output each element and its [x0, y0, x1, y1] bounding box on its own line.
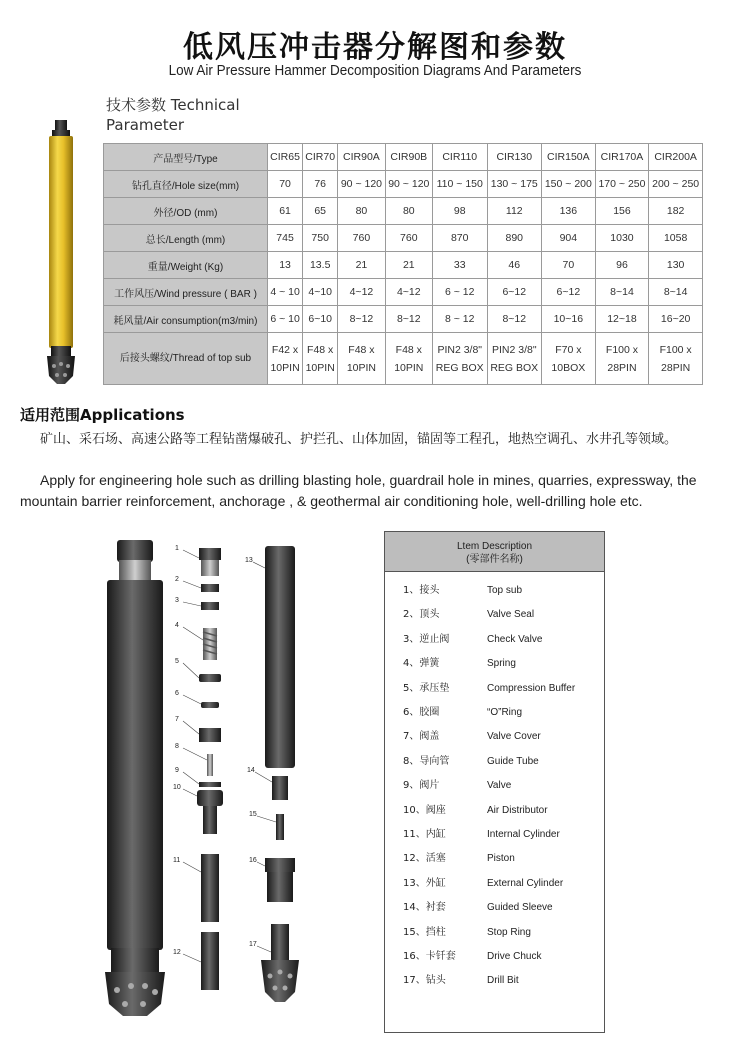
- part-item-en: Stop Ring: [487, 926, 531, 938]
- param-cell: 760: [385, 225, 432, 252]
- part-4-spring: [203, 628, 217, 660]
- param-cell: F48 x 10PIN: [385, 333, 432, 385]
- part-15-stop-ring: [276, 814, 284, 840]
- part-item: [385, 971, 604, 991]
- diagram-callout-3: 3: [175, 597, 179, 604]
- param-cell: 6~12: [542, 279, 596, 306]
- diagram-callout-14: 14: [247, 767, 255, 774]
- part-3-check-valve: [201, 602, 219, 610]
- param-cell: 182: [649, 198, 703, 225]
- part-item: [385, 581, 604, 601]
- page-title-en: Low Air Pressure Hammer Decomposition Diagrams And Parameters: [168, 62, 582, 79]
- param-row-label: 重量/Weight (Kg): [104, 252, 268, 279]
- diagram-callout-1: 1: [175, 545, 179, 552]
- param-cell: CIR90A: [338, 144, 385, 171]
- param-cell: F100 x 28PIN: [595, 333, 649, 385]
- param-cell: 61: [268, 198, 303, 225]
- param-cell: 80: [385, 198, 432, 225]
- part-item: [385, 752, 604, 772]
- param-cell: 90 ~ 120: [338, 171, 385, 198]
- part-item-en: Check Valve: [487, 633, 543, 645]
- param-row-label: 外径/OD (mm): [104, 198, 268, 225]
- part-10-air-distributor: [197, 790, 223, 834]
- param-cell: 8~12: [385, 306, 432, 333]
- param-cell: 760: [338, 225, 385, 252]
- technical-heading-line2: Parameter: [106, 116, 185, 134]
- hammer-product-image: [30, 118, 90, 388]
- part-item: [385, 654, 604, 674]
- part-14-guided-sleeve: [272, 776, 288, 800]
- part-item-en: Valve Seal: [487, 609, 535, 621]
- part-item: [385, 605, 604, 625]
- part-item-cn: 6、胶圈: [403, 707, 440, 718]
- assembled-hammer: [105, 540, 165, 1016]
- part-item: [385, 679, 604, 699]
- part-item-en: Valve: [487, 780, 512, 792]
- parts-panel-title-cn: (零部件名称): [466, 554, 523, 565]
- part-item: [385, 630, 604, 650]
- param-cell: 21: [385, 252, 432, 279]
- param-cell: 1058: [649, 225, 703, 252]
- param-cell: 4~12: [338, 279, 385, 306]
- decomposition-diagram: [95, 532, 355, 1022]
- part-item-en: Guided Sleeve: [487, 902, 553, 914]
- param-cell: 8 ~ 12: [432, 306, 487, 333]
- param-cell: PIN2 3/8" REG BOX: [432, 333, 487, 385]
- param-row: [104, 144, 703, 171]
- param-cell: 8~14: [649, 279, 703, 306]
- diagram-callout-16: 16: [249, 857, 257, 864]
- param-cell: 4~10: [303, 279, 338, 306]
- part-item-cn: 7、阀盖: [403, 731, 440, 743]
- part-item-en: External Cylinder: [487, 877, 564, 889]
- part-17-drill-bit: [261, 924, 299, 1002]
- param-cell: 70: [268, 171, 303, 198]
- param-row-label: 工作风压/Wind pressure ( BAR ): [104, 279, 268, 306]
- param-cell: 16~20: [649, 306, 703, 333]
- param-cell: 12~18: [595, 306, 649, 333]
- part-item: [385, 898, 604, 918]
- part-8-guide-tube: [207, 754, 213, 776]
- param-cell: F48 x 10PIN: [338, 333, 385, 385]
- part-item-cn: 3、逆止阀: [403, 633, 450, 645]
- param-cell: 150 ~ 200: [542, 171, 596, 198]
- part-item-en: Top sub: [487, 585, 523, 596]
- part-12-piston: [201, 932, 219, 990]
- param-cell: CIR65: [268, 144, 303, 171]
- part-item-en: Drill Bit: [487, 975, 519, 987]
- param-cell: 6 ~ 10: [268, 306, 303, 333]
- param-cell: 1030: [595, 225, 649, 252]
- param-cell: F48 x 10PIN: [303, 333, 338, 385]
- part-1-top-sub: [199, 548, 221, 576]
- param-cell: CIR110: [432, 144, 487, 171]
- param-cell: 156: [595, 198, 649, 225]
- param-cell: 65: [303, 198, 338, 225]
- param-cell: 76: [303, 171, 338, 198]
- technical-heading-line1: 技术参数 Technical: [106, 96, 240, 114]
- param-cell: 6~10: [303, 306, 338, 333]
- part-item-en: Air Distributor: [487, 804, 548, 816]
- diagram-callout-9: 9: [175, 767, 179, 774]
- part-item-en: Compression Buffer: [487, 682, 576, 694]
- param-cell: 745: [268, 225, 303, 252]
- part-item-cn: 17、钻头: [403, 975, 446, 987]
- param-cell: 80: [338, 198, 385, 225]
- part-item: [385, 727, 604, 747]
- applications-text-en: Apply for engineering hole such as drilling blasting hole, guardrail hole in mines, quarries, expressway, the mountain barrier reinforcement, anchorage , & geothermal air conditioning hole, well-drilling hole etc.: [20, 472, 697, 509]
- part-item-cn: 5、承压垫: [403, 682, 450, 694]
- part-16-drive-chuck: [265, 858, 295, 902]
- param-cell: 10~16: [542, 306, 596, 333]
- param-row-label: 耗风量/Air consumption(m3/min): [104, 306, 268, 333]
- parts-panel-title-en: Ltem Description: [456, 541, 533, 552]
- part-item: [385, 801, 604, 821]
- param-row: [104, 279, 703, 306]
- param-row: [104, 252, 703, 279]
- param-row-label: 钻孔直径/Hole size(mm): [104, 171, 268, 198]
- param-row-label: 总长/Length (mm): [104, 225, 268, 252]
- param-cell: 112: [487, 198, 542, 225]
- part-item-cn: 12、活塞: [403, 853, 446, 865]
- part-item-cn: 9、阀片: [403, 780, 440, 792]
- part-item-cn: 1、接头: [403, 585, 440, 596]
- param-cell: F70 x 10BOX: [542, 333, 596, 385]
- part-item: [385, 874, 604, 894]
- param-cell: CIR150A: [542, 144, 596, 171]
- diagram-callout-17: 17: [249, 941, 257, 948]
- parts-description-panel: [384, 531, 605, 1033]
- param-row: [104, 225, 703, 252]
- param-cell: 98: [432, 198, 487, 225]
- part-item: [385, 923, 604, 943]
- part-item-cn: 11、内缸: [403, 829, 446, 840]
- part-item-cn: 14、衬套: [403, 902, 446, 914]
- param-cell: 904: [542, 225, 596, 252]
- param-cell: 8~12: [338, 306, 385, 333]
- part-item-cn: 10、阀座: [403, 804, 446, 816]
- param-cell: F100 x 28PIN: [649, 333, 703, 385]
- part-item-en: Spring: [487, 658, 516, 670]
- part-item-cn: 2、顶头: [403, 609, 440, 621]
- param-cell: 110 ~ 150: [432, 171, 487, 198]
- applications-text-cn: 矿山、采石场、高速公路等工程钻凿爆破孔、护拦孔、山体加固，锚固等工程孔，地热空调孔、水井孔等领域。: [40, 432, 678, 447]
- param-cell: F42 x 10PIN: [268, 333, 303, 385]
- part-item-cn: 13、外缸: [403, 877, 446, 889]
- param-cell: 750: [303, 225, 338, 252]
- param-cell: 6~12: [487, 279, 542, 306]
- diagram-callout-6: 6: [175, 690, 179, 697]
- param-cell: 21: [338, 252, 385, 279]
- param-cell: 136: [542, 198, 596, 225]
- param-row: [104, 171, 703, 198]
- param-row: [104, 198, 703, 225]
- diagram-callout-8: 8: [175, 743, 179, 750]
- part-item: [385, 825, 604, 845]
- param-cell: 890: [487, 225, 542, 252]
- diagram-callout-12: 12: [173, 949, 181, 956]
- param-cell: 170 ~ 250: [595, 171, 649, 198]
- diagram-callout-4: 4: [175, 622, 179, 629]
- param-cell: CIR200A: [649, 144, 703, 171]
- parameter-table-body: [104, 144, 703, 385]
- param-cell: 8~12: [487, 306, 542, 333]
- param-row: [104, 306, 703, 333]
- param-cell: 46: [487, 252, 542, 279]
- part-item-en: “O”Ring: [487, 707, 523, 718]
- part-item-cn: 8、导向管: [403, 755, 450, 767]
- param-row-label: 后接头螺纹/Thread of top sub: [104, 333, 268, 385]
- part-13-external-cylinder: [265, 546, 295, 768]
- param-cell: 870: [432, 225, 487, 252]
- applications-heading: 适用范围Applications: [20, 406, 185, 424]
- part-item: [385, 947, 604, 967]
- param-cell: 33: [432, 252, 487, 279]
- diagram-callout-2: 2: [175, 576, 179, 583]
- param-cell: 13.5: [303, 252, 338, 279]
- param-cell: 130 ~ 175: [487, 171, 542, 198]
- part-item-cn: 15、挡柱: [403, 926, 446, 938]
- page-title-cn: 低风压冲击器分解图和参数: [183, 30, 567, 65]
- param-cell: 4~12: [385, 279, 432, 306]
- parameter-table: [103, 143, 703, 385]
- param-cell: 90 ~ 120: [385, 171, 432, 198]
- part-item: [385, 776, 604, 796]
- diagram-callout-10: 10: [173, 784, 181, 791]
- param-cell: CIR170A: [595, 144, 649, 171]
- part-item: [385, 849, 604, 869]
- part-item-en: Valve Cover: [487, 731, 541, 743]
- param-cell: CIR90B: [385, 144, 432, 171]
- diagram-callout-15: 15: [249, 811, 257, 818]
- diagram-callout-11: 11: [173, 857, 181, 864]
- diagram-callout-13: 13: [245, 557, 253, 564]
- param-cell: 130: [649, 252, 703, 279]
- part-item-en: Internal Cylinder: [487, 829, 560, 840]
- param-cell: 6 ~ 12: [432, 279, 487, 306]
- part-11-internal-cylinder: [201, 854, 219, 922]
- param-cell: 4 ~ 10: [268, 279, 303, 306]
- part-9-valve: [199, 782, 221, 787]
- part-item-en: Piston: [487, 853, 515, 865]
- param-cell: 70: [542, 252, 596, 279]
- param-row-label: 产品型号/Type: [104, 144, 268, 171]
- part-5-compression-buffer: [199, 674, 221, 682]
- part-item: [385, 703, 604, 723]
- part-2-valve-seal: [201, 584, 219, 592]
- parts-panel-header: [385, 532, 604, 572]
- param-row: [104, 333, 703, 385]
- diagram-callout-5: 5: [175, 658, 179, 665]
- param-cell: 200 ~ 250: [649, 171, 703, 198]
- part-item-cn: 16、卡钎套: [403, 951, 456, 962]
- param-cell: 13: [268, 252, 303, 279]
- technical-heading: [106, 95, 240, 135]
- param-cell: CIR70: [303, 144, 338, 171]
- part-item-en: Drive Chuck: [487, 951, 542, 962]
- part-6-o-ring: [201, 702, 219, 708]
- part-7-valve-cover: [199, 728, 221, 742]
- part-item-cn: 4、弹簧: [403, 658, 440, 670]
- diagram-callout-7: 7: [175, 716, 179, 723]
- param-cell: CIR130: [487, 144, 542, 171]
- part-item-en: Guide Tube: [487, 755, 539, 767]
- param-cell: PIN2 3/8" REG BOX: [487, 333, 542, 385]
- param-cell: 8~14: [595, 279, 649, 306]
- param-cell: 96: [595, 252, 649, 279]
